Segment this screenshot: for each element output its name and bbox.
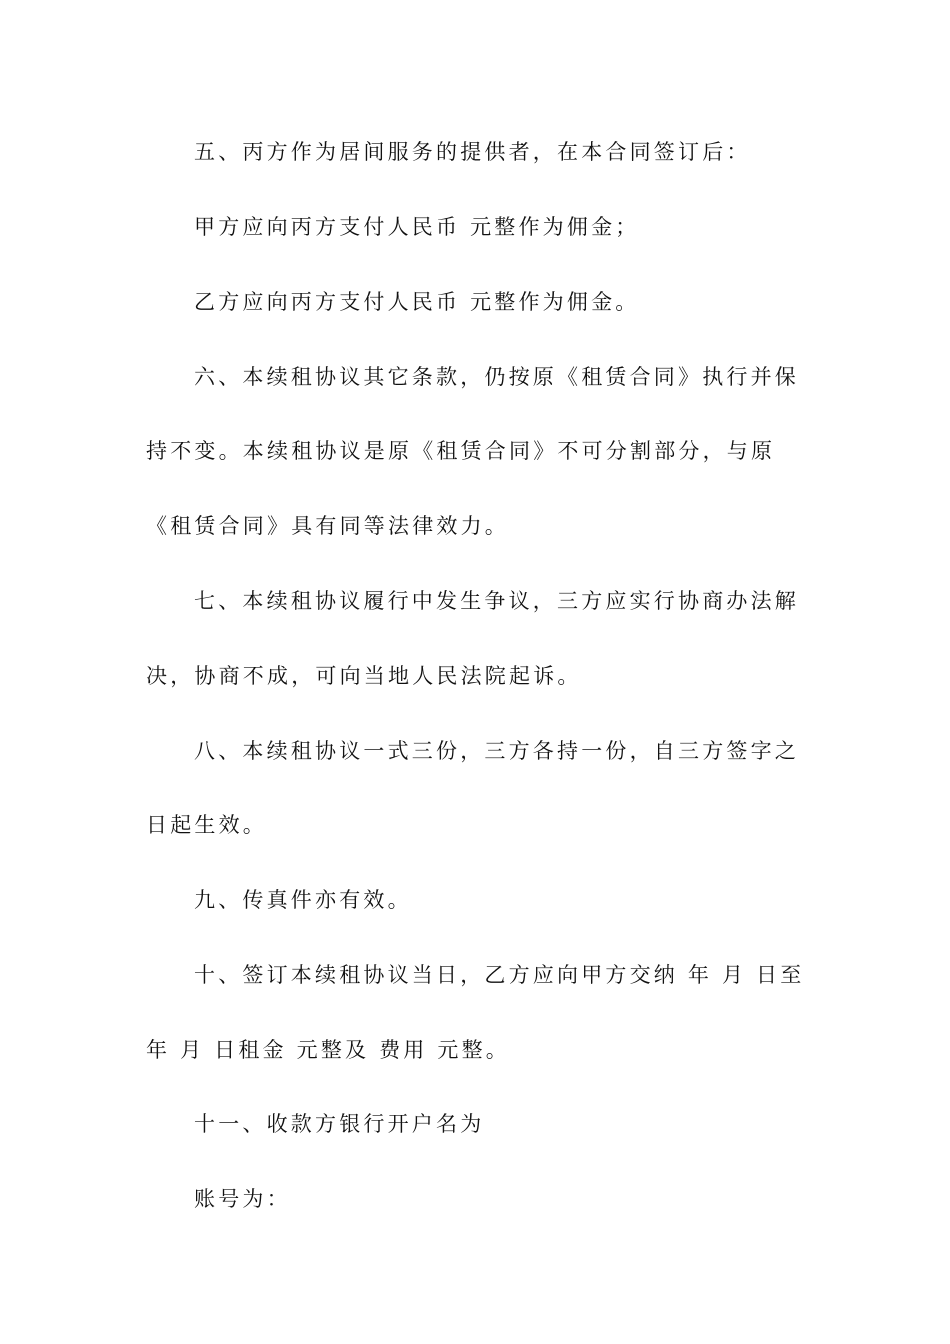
clause-11-account-line: 账号为： (194, 1187, 291, 1211)
clause-8-line-2: 日起生效。 (146, 813, 267, 837)
clause-10-line-2: 年 月 日租金 元整及 费用 元整。 (146, 1038, 510, 1062)
clause-10-line-1: 十、签订本续租协议当日，乙方应向甲方交纳 年 月 日至 (194, 963, 805, 987)
clause-8-line-1: 八、本续租协议一式三份，三方各持一份，自三方签字之 (194, 739, 799, 763)
clause-5-line-1: 五、丙方作为居间服务的提供者，在本合同签订后： (194, 140, 751, 164)
clause-7-line-1: 七、本续租协议履行中发生争议，三方应实行协商办法解 (194, 589, 799, 613)
clause-7-line-2: 决，协商不成，可向当地人民法院起诉。 (146, 664, 582, 688)
clause-5-party-b-line: 乙方应向丙方支付人民币 元整作为佣金。 (194, 290, 640, 314)
clause-11-line-1: 十一、收款方银行开户名为 (194, 1112, 485, 1136)
clause-5-party-a-line: 甲方应向丙方支付人民币 元整作为佣金； (194, 215, 640, 239)
clause-6-line-3: 《租赁合同》具有同等法律效力。 (146, 514, 509, 538)
clause-6-line-2: 持不变。本续租协议是原《租赁合同》不可分割部分，与原 (146, 439, 776, 463)
clause-9-line: 九、传真件亦有效。 (194, 888, 412, 912)
clause-6-line-1: 六、本续租协议其它条款，仍按原《租赁合同》执行并保 (194, 365, 799, 389)
